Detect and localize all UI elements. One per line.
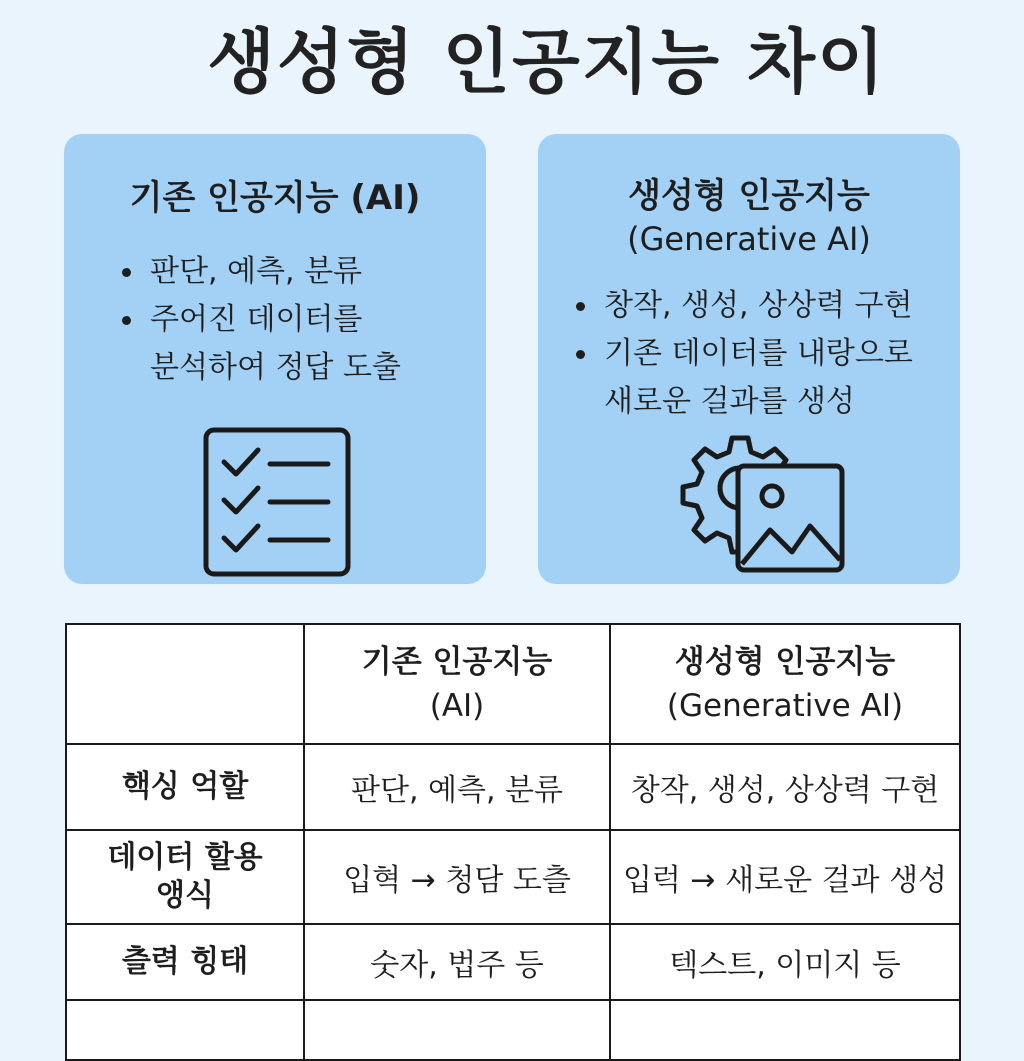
header-empty-cell <box>66 624 304 744</box>
card-title: 기존 인공지능 (AI) <box>129 178 421 218</box>
row-label-line: 데이터 할용 <box>107 840 263 875</box>
table-row <box>66 744 960 830</box>
bullet-list <box>572 282 913 426</box>
table-row <box>66 924 960 1000</box>
row-label <box>66 830 304 924</box>
card-generative-ai <box>538 134 960 584</box>
bullet-line: 주어진 데이터를 <box>150 302 363 337</box>
row-label: 핵싱 억할 <box>66 744 304 830</box>
bullet-item: 판단, 예측, 분류 <box>118 248 401 296</box>
cell-generative <box>610 1000 960 1060</box>
row-label-line: 앵식 <box>156 878 214 913</box>
row-label <box>66 1000 304 1060</box>
header-cell-ai <box>304 624 610 744</box>
bullet-item <box>118 296 401 392</box>
bullet-item: 창작, 생성, 상상력 구현 <box>572 282 913 330</box>
card-title: 생성형 인공지능 <box>628 176 870 216</box>
table-row <box>66 1000 960 1060</box>
bullet-list <box>118 248 401 392</box>
bullet-item <box>572 330 913 426</box>
row-label: 츨력 힝태 <box>66 924 304 1000</box>
bullet-line: 분석하여 정답 도출 <box>150 350 401 385</box>
page-title: 생성형 인공지능 차이 <box>207 21 887 103</box>
table-header-row <box>66 624 960 744</box>
comparison-table <box>65 623 961 1061</box>
checklist-icon <box>202 426 352 578</box>
header-line: (AI) <box>429 688 485 724</box>
cell-generative: 입럭 → 새로운 걸과 생성 <box>610 830 960 924</box>
card-subtitle: (Generative AI) <box>627 220 871 258</box>
cell-ai: 판단, 예측, 분류 <box>304 744 610 830</box>
header-line: (Generative AI) <box>666 688 904 724</box>
card-traditional-ai <box>64 134 486 584</box>
header-cell-generative <box>610 624 960 744</box>
header-line: 기존 인공지능 <box>361 644 553 680</box>
header-line: 생성형 인공지능 <box>674 644 896 680</box>
bullet-line: 새로운 걸과를 생성 <box>604 384 855 419</box>
gear-image-icon <box>680 430 848 576</box>
cell-ai: 입혁 → 청담 도츨 <box>304 830 610 924</box>
cell-ai <box>304 1000 610 1060</box>
table-row <box>66 830 960 924</box>
bullet-line: 기존 데이터를 내랑으로 <box>604 336 913 371</box>
cell-ai: 숫자, 법주 등 <box>304 924 610 1000</box>
cell-generative: 창작, 생성, 상상력 구현 <box>610 744 960 830</box>
cell-generative: 텍스트, 이미지 등 <box>610 924 960 1000</box>
